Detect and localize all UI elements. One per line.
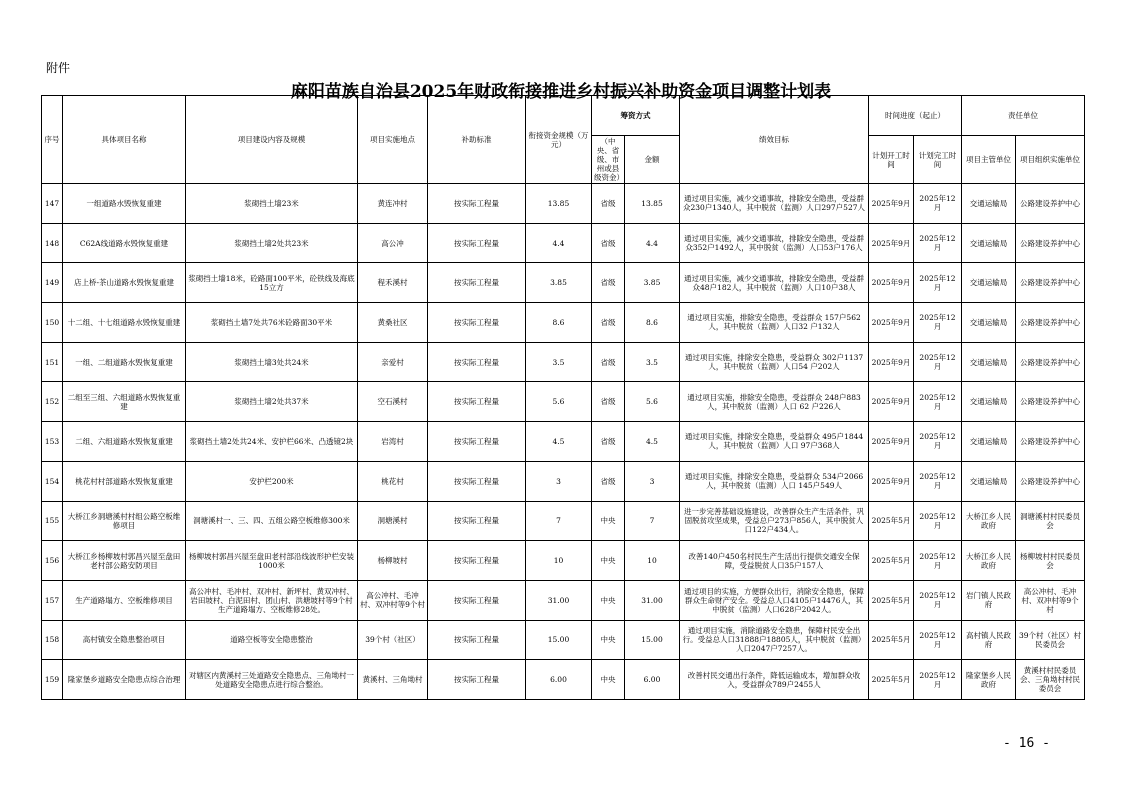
attachment-label: 附件 bbox=[46, 61, 71, 75]
cell-amount: 6.00 bbox=[625, 660, 680, 700]
page-number: - 16 - bbox=[1003, 736, 1050, 751]
cell-source: 中央 bbox=[592, 501, 625, 541]
cell-standard: 按实际工程量 bbox=[428, 501, 526, 541]
cell-source: 省级 bbox=[592, 223, 625, 263]
cell-no: 148 bbox=[42, 223, 63, 263]
cell-standard: 按实际工程量 bbox=[428, 422, 526, 462]
header-org: 项目组织实施单位 bbox=[1016, 136, 1085, 184]
cell-performance: 通过项目实施，减少交通事故，排除安全隐患，受益群众352户1492人，其中脱贫（监测）人口53户176人 bbox=[680, 223, 869, 263]
cell-org: 39个村（社区）村民委员会 bbox=[1016, 620, 1085, 660]
cell-performance: 通过项目实施，排除安全隐患，受益群众 248户883人，其中脱贫（监测）人口 62 户226人 bbox=[680, 382, 869, 422]
cell-content: 道路空板等安全隐患整治 bbox=[186, 620, 358, 660]
cell-end: 2025年12月 bbox=[914, 263, 962, 303]
cell-content: 浆砌挡土墙2处共23米 bbox=[186, 223, 358, 263]
cell-name: 桃花村村部道路水毁恢复重建 bbox=[63, 461, 186, 501]
cell-performance: 通过项目的实施，方便群众出行，消除安全隐患，保障群众生命财产安全。受益总人口4105户14476人，其中脱贫（监测）人口628户2042人。 bbox=[680, 580, 869, 620]
cell-dept: 交通运输局 bbox=[962, 342, 1016, 382]
cell-content: 浆砌挡土墙7处共76米砼路面30平米 bbox=[186, 303, 358, 343]
cell-org: 公路建设养护中心 bbox=[1016, 461, 1085, 501]
cell-source: 中央 bbox=[592, 620, 625, 660]
cell-name: 二组、六组道路水毁恢复重建 bbox=[63, 422, 186, 462]
cell-end: 2025年12月 bbox=[914, 303, 962, 343]
cell-standard: 按实际工程量 bbox=[428, 541, 526, 581]
cell-scale: 3.85 bbox=[526, 263, 592, 303]
cell-no: 149 bbox=[42, 263, 63, 303]
header-source: （中央、省级、市州或县级资金） bbox=[592, 136, 625, 184]
table-row bbox=[42, 382, 1085, 422]
cell-start: 2025年9月 bbox=[869, 422, 914, 462]
cell-performance: 通过项目实施，减少交通事故，排除安全隐患，受益群众230户1340人，其中脱贫（监测）人口297户527人 bbox=[680, 184, 869, 224]
cell-dept: 大桥江乡人民政府 bbox=[962, 541, 1016, 581]
cell-name: 隆家堡乡道路安全隐患点综合治理 bbox=[63, 660, 186, 700]
cell-start: 2025年9月 bbox=[869, 184, 914, 224]
cell-dept: 交通运输局 bbox=[962, 422, 1016, 462]
cell-start: 2025年9月 bbox=[869, 303, 914, 343]
cell-standard: 按实际工程量 bbox=[428, 223, 526, 263]
cell-end: 2025年12月 bbox=[914, 541, 962, 581]
cell-scale: 5.6 bbox=[526, 382, 592, 422]
cell-content: 杨柳坡村郭昌兴屋至盘田老村部沿线波形护栏安装1000米 bbox=[186, 541, 358, 581]
cell-location: 桃花村 bbox=[358, 461, 428, 501]
cell-start: 2025年5月 bbox=[869, 660, 914, 700]
cell-org: 公路建设养护中心 bbox=[1016, 422, 1085, 462]
cell-content: 安护栏200米 bbox=[186, 461, 358, 501]
cell-amount: 3 bbox=[625, 461, 680, 501]
header-start: 计划开工时间 bbox=[869, 136, 914, 184]
header-scale: 衔接资金规模（万元） bbox=[526, 96, 592, 184]
cell-end: 2025年12月 bbox=[914, 461, 962, 501]
cell-standard: 按实际工程量 bbox=[428, 303, 526, 343]
cell-location: 39个村（社区） bbox=[358, 620, 428, 660]
cell-amount: 8.6 bbox=[625, 303, 680, 343]
cell-end: 2025年12月 bbox=[914, 501, 962, 541]
cell-org: 公路建设养护中心 bbox=[1016, 263, 1085, 303]
cell-end: 2025年12月 bbox=[914, 184, 962, 224]
table-row bbox=[42, 422, 1085, 462]
cell-amount: 5.6 bbox=[625, 382, 680, 422]
cell-dept: 高村镇人民政府 bbox=[962, 620, 1016, 660]
table-row bbox=[42, 620, 1085, 660]
cell-no: 151 bbox=[42, 342, 63, 382]
cell-name: 二组至三组、六组道路水毁恢复重建 bbox=[63, 382, 186, 422]
cell-start: 2025年9月 bbox=[869, 382, 914, 422]
cell-dept: 交通运输局 bbox=[962, 461, 1016, 501]
cell-content: 对辖区内黄溪村三处道路安全隐患点、三角坳村一处道路安全隐患点进行综合整治。 bbox=[186, 660, 358, 700]
cell-source: 中央 bbox=[592, 660, 625, 700]
cell-location: 杨柳坡村 bbox=[358, 541, 428, 581]
cell-source: 省级 bbox=[592, 422, 625, 462]
cell-no: 147 bbox=[42, 184, 63, 224]
header-dept: 项目主管单位 bbox=[962, 136, 1016, 184]
table-row bbox=[42, 263, 1085, 303]
cell-amount: 13.85 bbox=[625, 184, 680, 224]
cell-amount: 15.00 bbox=[625, 620, 680, 660]
cell-content: 洞塘溪村一、三、四、五组公路空板维修300米 bbox=[186, 501, 358, 541]
cell-source: 中央 bbox=[592, 541, 625, 581]
cell-content: 高公冲村、毛冲村、双冲村、新坪村、黄双冲村、岩田坡村、白泥田村、团山村、洪塘坡村等9个村生产道路塌方、空板维修28处。 bbox=[186, 580, 358, 620]
cell-name: 高村镇安全隐患整治项目 bbox=[63, 620, 186, 660]
cell-no: 155 bbox=[42, 501, 63, 541]
cell-org: 公路建设养护中心 bbox=[1016, 184, 1085, 224]
cell-performance: 改善村民交通出行条件，降低运输成本，增加群众收入，受益群众789户2455人 bbox=[680, 660, 869, 700]
header-funding: 筹资方式 bbox=[592, 96, 680, 136]
page-title: 麻阳苗族自治县2025年财政衔接推进乡村振兴补助资金项目调整计划表 bbox=[290, 82, 832, 102]
table-row bbox=[42, 184, 1085, 224]
cell-scale: 8.6 bbox=[526, 303, 592, 343]
cell-amount: 3.85 bbox=[625, 263, 680, 303]
cell-standard: 按实际工程量 bbox=[428, 461, 526, 501]
cell-dept: 交通运输局 bbox=[962, 263, 1016, 303]
cell-amount: 10 bbox=[625, 541, 680, 581]
cell-dept: 交通运输局 bbox=[962, 223, 1016, 263]
cell-name: 一组道路水毁恢复重建 bbox=[63, 184, 186, 224]
cell-name: 生产道路塌方、空板维修项目 bbox=[63, 580, 186, 620]
cell-org: 公路建设养护中心 bbox=[1016, 382, 1085, 422]
cell-performance: 改善140户450名村民生产生活出行提供交通安全保障，受益脱贫人口35户157人 bbox=[680, 541, 869, 581]
cell-performance: 通过项目实施，消除道路安全隐患，保障村民安全出行。受益总人口31888户18805人，其中脱贫（监测）人口2047户7257人。 bbox=[680, 620, 869, 660]
cell-content: 浆砌挡土墙2处共24米、安护栏66米、凸透镜2块 bbox=[186, 422, 358, 462]
cell-standard: 按实际工程量 bbox=[428, 342, 526, 382]
cell-start: 2025年9月 bbox=[869, 263, 914, 303]
cell-no: 156 bbox=[42, 541, 63, 581]
table-row bbox=[42, 580, 1085, 620]
cell-performance: 进一步完善基础设施建设，改善群众生产生活条件，巩固脱贫攻坚成果，受益总户273户856人，其中脱贫人口122户434人。 bbox=[680, 501, 869, 541]
cell-org: 杨柳坡村村民委员会 bbox=[1016, 541, 1085, 581]
cell-scale: 4.5 bbox=[526, 422, 592, 462]
cell-source: 省级 bbox=[592, 342, 625, 382]
cell-org: 公路建设养护中心 bbox=[1016, 342, 1085, 382]
cell-source: 省级 bbox=[592, 263, 625, 303]
cell-performance: 通过项目实施，减少交通事故，排除安全隐患，受益群众48户182人，其中脱贫（监测）人口10户38人 bbox=[680, 263, 869, 303]
cell-org: 黄溪村村民委员会、三角坳村村民委员会 bbox=[1016, 660, 1085, 700]
cell-standard: 按实际工程量 bbox=[428, 382, 526, 422]
cell-location: 黄连冲村 bbox=[358, 184, 428, 224]
cell-standard: 按实际工程量 bbox=[428, 184, 526, 224]
cell-performance: 通过项目实施，排除安全隐患，受益群众 157户562人，其中脱贫（监测）人口32 户132人 bbox=[680, 303, 869, 343]
table-row bbox=[42, 660, 1085, 700]
cell-amount: 31.00 bbox=[625, 580, 680, 620]
cell-source: 中央 bbox=[592, 580, 625, 620]
cell-location: 程禾溪村 bbox=[358, 263, 428, 303]
cell-name: 一组、二组道路水毁恢复重建 bbox=[63, 342, 186, 382]
table-row bbox=[42, 342, 1085, 382]
cell-start: 2025年5月 bbox=[869, 620, 914, 660]
header-standard: 补助标准 bbox=[428, 96, 526, 184]
cell-end: 2025年12月 bbox=[914, 422, 962, 462]
cell-location: 高公冲村、毛冲村、双冲村等9个村 bbox=[358, 580, 428, 620]
cell-scale: 3.5 bbox=[526, 342, 592, 382]
table-row bbox=[42, 303, 1085, 343]
cell-amount: 4.4 bbox=[625, 223, 680, 263]
header-schedule: 时间进度（起止） bbox=[869, 96, 962, 136]
header-amount: 金额 bbox=[625, 136, 680, 184]
table-row bbox=[42, 541, 1085, 581]
cell-amount: 3.5 bbox=[625, 342, 680, 382]
header-seq: 序号 bbox=[42, 96, 63, 184]
cell-end: 2025年12月 bbox=[914, 580, 962, 620]
cell-standard: 按实际工程量 bbox=[428, 580, 526, 620]
cell-content: 浆砌挡土墙2处共37米 bbox=[186, 382, 358, 422]
cell-amount: 4.5 bbox=[625, 422, 680, 462]
header-content: 项目建设内容及规模 bbox=[186, 96, 358, 184]
header-performance: 绩效目标 bbox=[680, 96, 869, 184]
cell-source: 省级 bbox=[592, 461, 625, 501]
cell-location: 黄溪村、三角坳村 bbox=[358, 660, 428, 700]
cell-location: 空石溪村 bbox=[358, 382, 428, 422]
cell-scale: 13.85 bbox=[526, 184, 592, 224]
cell-dept: 隆家堡乡人民政府 bbox=[962, 660, 1016, 700]
cell-name: C62A线道路水毁恢复重建 bbox=[63, 223, 186, 263]
cell-content: 浆砌挡土墙3处共24米 bbox=[186, 342, 358, 382]
cell-no: 152 bbox=[42, 382, 63, 422]
cell-content: 浆砌挡土墙23米 bbox=[186, 184, 358, 224]
cell-dept: 交通运输局 bbox=[962, 303, 1016, 343]
cell-no: 150 bbox=[42, 303, 63, 343]
cell-dept: 交通运输局 bbox=[962, 382, 1016, 422]
cell-scale: 6.00 bbox=[526, 660, 592, 700]
cell-dept: 岩门镇人民政府 bbox=[962, 580, 1016, 620]
project-table bbox=[41, 95, 1085, 700]
cell-start: 2025年5月 bbox=[869, 501, 914, 541]
cell-start: 2025年9月 bbox=[869, 223, 914, 263]
cell-scale: 15.00 bbox=[526, 620, 592, 660]
cell-performance: 通过项目实施，排除安全隐患，受益群众 534户2066人，其中脱贫（监测）人口 145户549人 bbox=[680, 461, 869, 501]
cell-end: 2025年12月 bbox=[914, 382, 962, 422]
cell-standard: 按实际工程量 bbox=[428, 263, 526, 303]
cell-end: 2025年12月 bbox=[914, 342, 962, 382]
cell-dept: 大桥江乡人民政府 bbox=[962, 501, 1016, 541]
cell-no: 159 bbox=[42, 660, 63, 700]
cell-performance: 通过项目实施，排除安全隐患，受益群众 495户1844人，其中脱贫（监测）人口 97户368人 bbox=[680, 422, 869, 462]
cell-scale: 4.4 bbox=[526, 223, 592, 263]
cell-source: 省级 bbox=[592, 303, 625, 343]
cell-location: 岩湾村 bbox=[358, 422, 428, 462]
cell-start: 2025年9月 bbox=[869, 342, 914, 382]
cell-org: 公路建设养护中心 bbox=[1016, 223, 1085, 263]
cell-end: 2025年12月 bbox=[914, 223, 962, 263]
cell-start: 2025年5月 bbox=[869, 541, 914, 581]
cell-end: 2025年12月 bbox=[914, 620, 962, 660]
cell-no: 157 bbox=[42, 580, 63, 620]
header-end: 计划完工时间 bbox=[914, 136, 962, 184]
cell-source: 省级 bbox=[592, 184, 625, 224]
table-row bbox=[42, 461, 1085, 501]
cell-org: 公路建设养护中心 bbox=[1016, 303, 1085, 343]
cell-name: 大桥江乡杨柳坡村郭昌兴屋至盘田老村部公路安防项目 bbox=[63, 541, 186, 581]
cell-source: 省级 bbox=[592, 382, 625, 422]
cell-scale: 31.00 bbox=[526, 580, 592, 620]
cell-content: 浆砌挡土墙18米，砼路面100平米，砼铁线及海底15立方 bbox=[186, 263, 358, 303]
cell-dept: 交通运输局 bbox=[962, 184, 1016, 224]
cell-end: 2025年12月 bbox=[914, 660, 962, 700]
cell-no: 153 bbox=[42, 422, 63, 462]
cell-performance: 通过项目实施，排除安全隐患，受益群众 302户1137人，其中脱贫（监测）人口54 户202人 bbox=[680, 342, 869, 382]
table-row bbox=[42, 223, 1085, 263]
cell-scale: 10 bbox=[526, 541, 592, 581]
table-row bbox=[42, 501, 1085, 541]
cell-start: 2025年9月 bbox=[869, 461, 914, 501]
header-name: 具体项目名称 bbox=[63, 96, 186, 184]
cell-org: 高公冲村、毛冲村、双冲村等9个村 bbox=[1016, 580, 1085, 620]
cell-scale: 3 bbox=[526, 461, 592, 501]
cell-name: 店上桥-茶山道路水毁恢复重建 bbox=[63, 263, 186, 303]
cell-org: 洞塘溪村村民委员会 bbox=[1016, 501, 1085, 541]
header-location: 项目实施地点 bbox=[358, 96, 428, 184]
cell-name: 十二组、十七组道路水毁恢复重建 bbox=[63, 303, 186, 343]
cell-name: 大桥江乡洞塘溪村村组公路空板维修项目 bbox=[63, 501, 186, 541]
cell-standard: 按实际工程量 bbox=[428, 620, 526, 660]
cell-no: 158 bbox=[42, 620, 63, 660]
cell-location: 高公冲 bbox=[358, 223, 428, 263]
cell-start: 2025年5月 bbox=[869, 580, 914, 620]
cell-standard: 按实际工程量 bbox=[428, 660, 526, 700]
cell-no: 154 bbox=[42, 461, 63, 501]
cell-location: 洞塘溪村 bbox=[358, 501, 428, 541]
cell-location: 黄桑社区 bbox=[358, 303, 428, 343]
header-responsible: 责任单位 bbox=[962, 96, 1085, 136]
cell-location: 亲爱村 bbox=[358, 342, 428, 382]
cell-scale: 7 bbox=[526, 501, 592, 541]
cell-amount: 7 bbox=[625, 501, 680, 541]
